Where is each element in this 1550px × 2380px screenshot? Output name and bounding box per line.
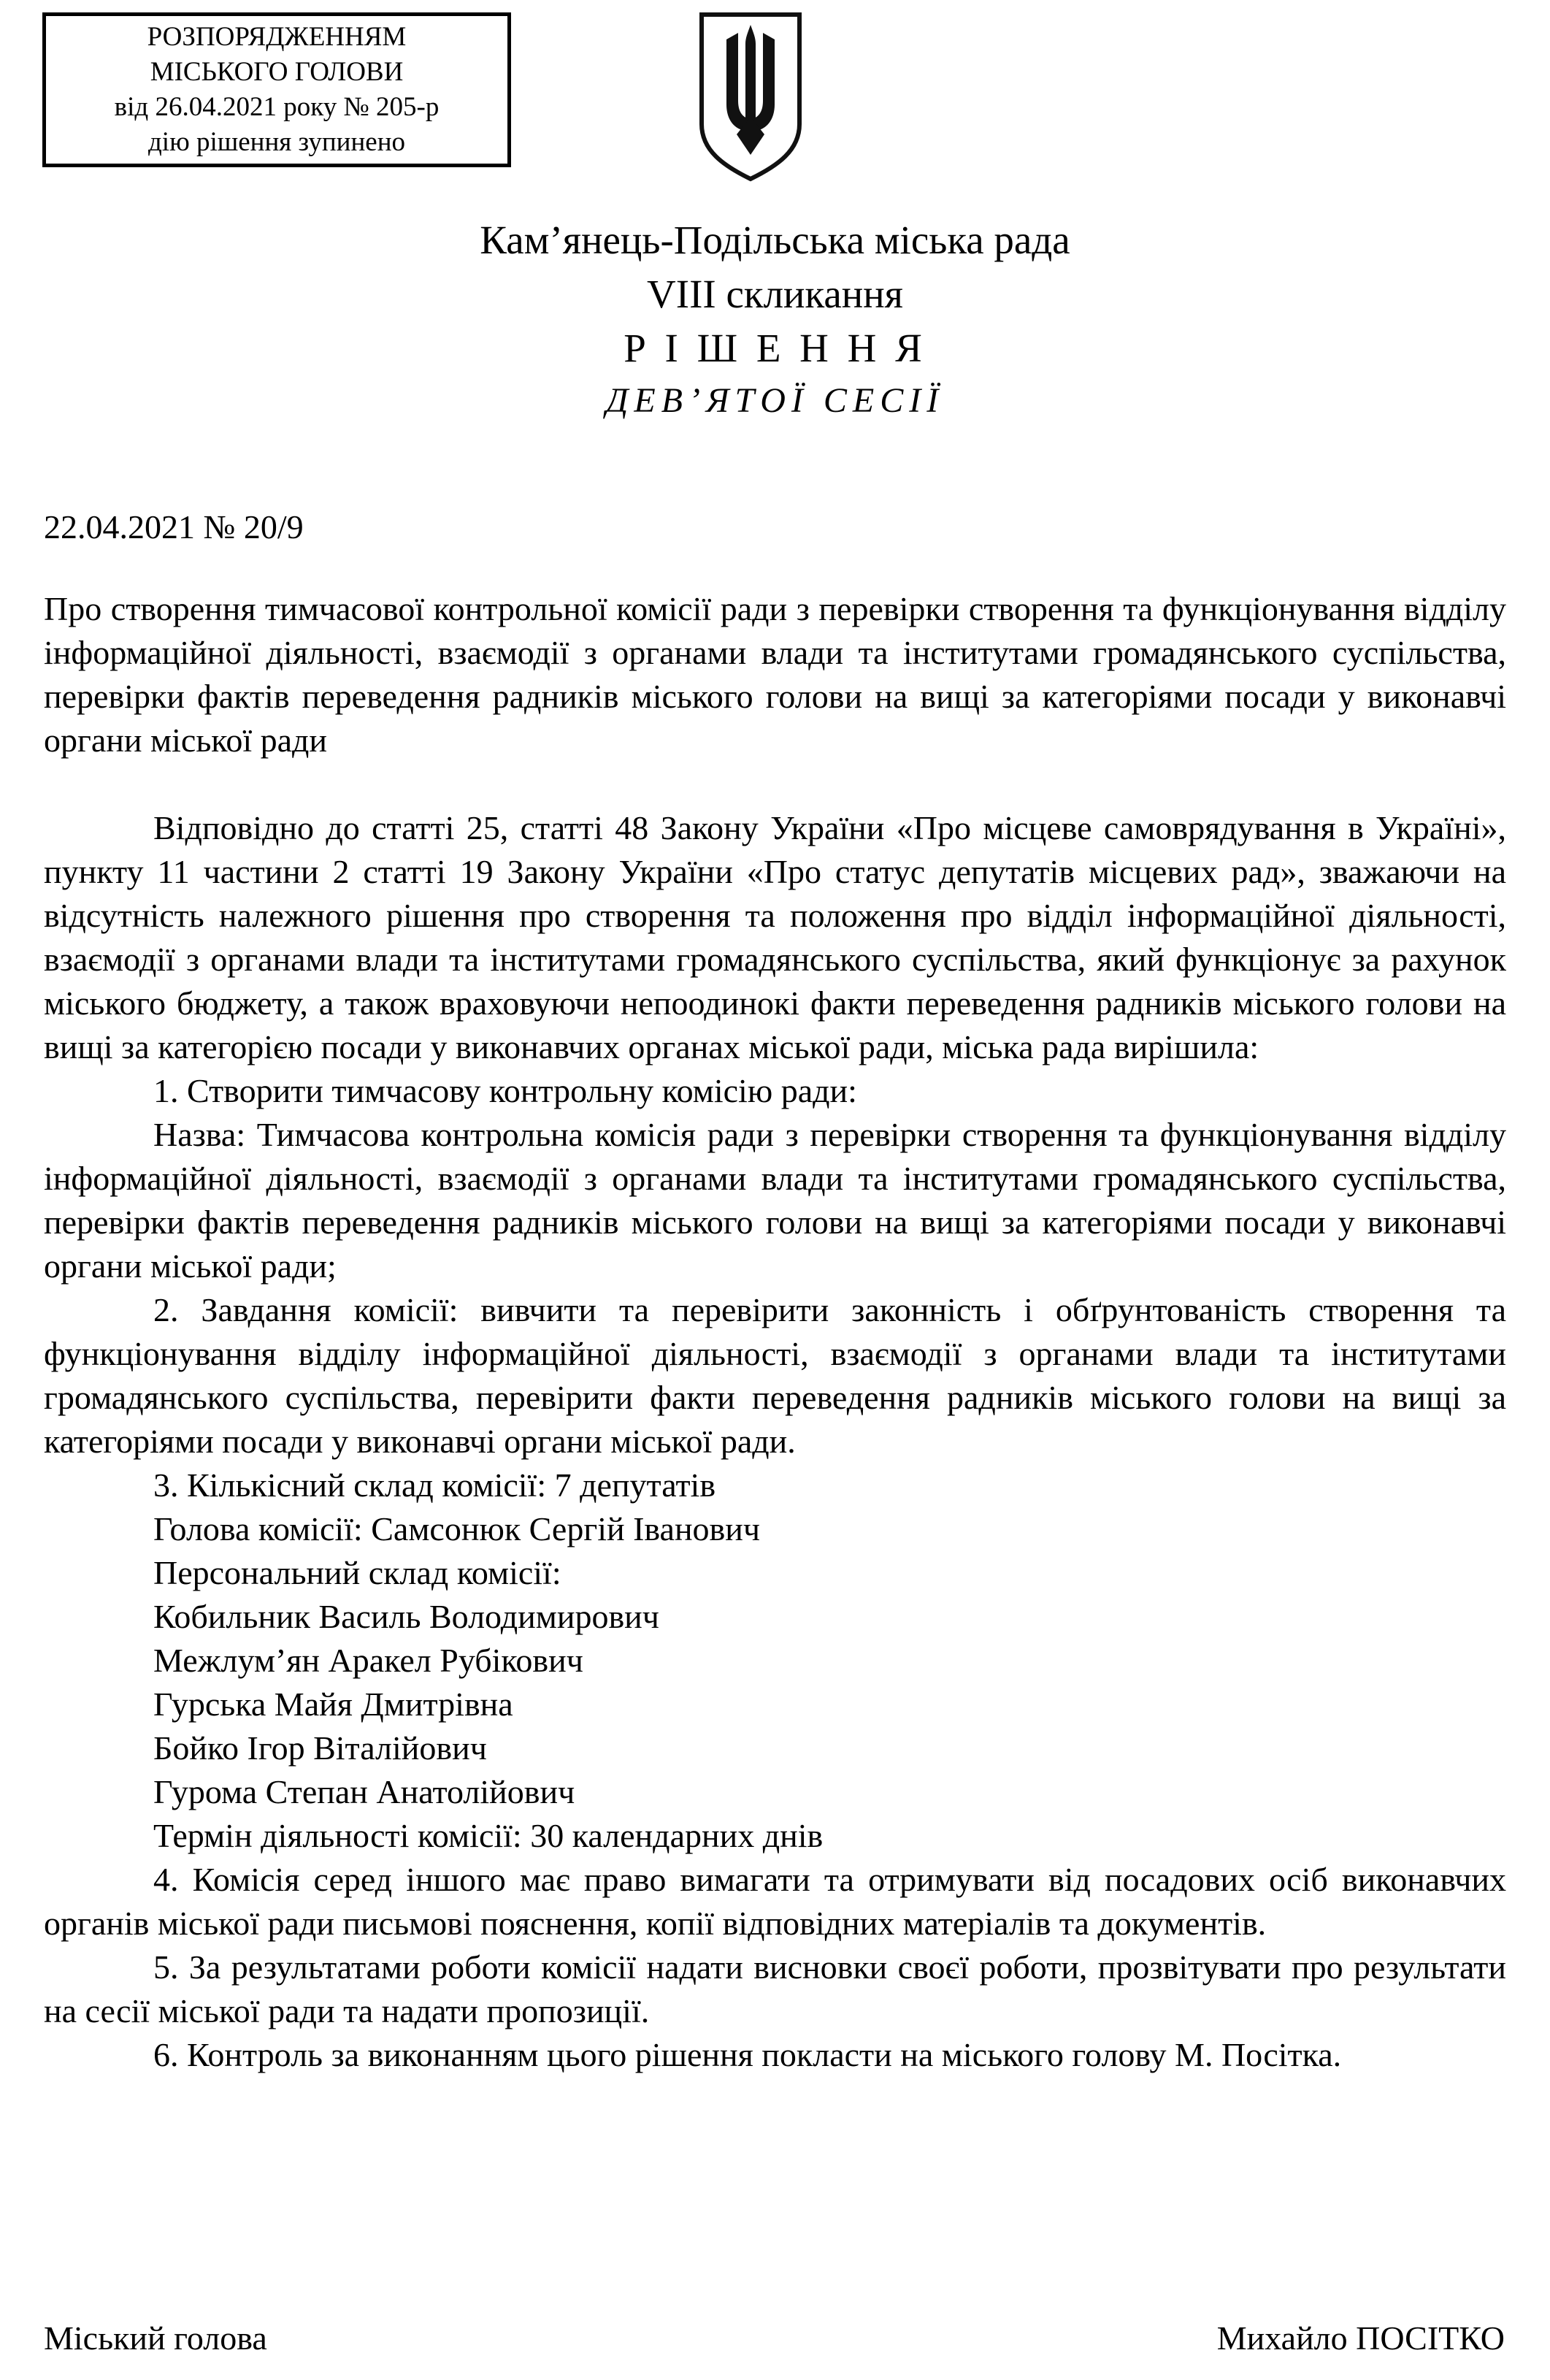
member-boiko: Бойко Ігор Віталійович	[153, 1729, 487, 1767]
suspension-stamp-box	[42, 12, 511, 167]
item-4-commission-rights: 4. Комісія серед іншого має право вимагати та отримувати від посадових осіб виконавчих органів міської ради письмові пояснення, копії відповідних матеріалів та документів.	[44, 1861, 1506, 1942]
member-hurska: Гурська Майя Дмитрівна	[153, 1685, 513, 1723]
member-huroma: Гурома Степан Анатолійович	[153, 1773, 575, 1810]
subject-paragraph: Про створення тимчасової контрольної комісії ради з перевірки створення та функціонування відділу інформаційної діяльності, взаємодії з органами влади та інститутами громадянського суспільства, перевірки фактів переведення радників міського голови на вищі за категоріями посади у виконавчі органи міської ради	[44, 590, 1506, 759]
council-name: Кам’янець-Подільська міська рада	[480, 218, 1070, 262]
date-and-number: 22.04.2021 № 20/9	[44, 508, 304, 546]
signature-name: Михайло ПОСІТКО	[1216, 2319, 1505, 2357]
preamble-paragraph: Відповідно до статті 25, статті 48 Закону України «Про місцеве самоврядування в Україні», пункту 11 частини 2 статті 19 Закону України «Про статус депутатів місцевих рад», зважаючи на відсутність належного рішення про створення та положення про відділ інформаційної діяльності, взаємодії з органами влади та інститутами громадянського суспільства, який функціонує за рахунок міського бюджету, а також враховуючи непоодинокі факти переведення радників міського голови на вищі за категорією посади у виконавчих органах міської ради, міська рада вирішила:	[44, 809, 1506, 1065]
document-type-label: Р І Ш Е Н Н Я	[624, 326, 926, 370]
stamp-line-1: РОЗПОРЯДЖЕННЯМ	[147, 22, 407, 52]
stamp-line-2: МІСЬКОГО ГОЛОВИ	[150, 57, 404, 87]
stamp-line-4: дію рішення зупинено	[147, 127, 406, 157]
signature-title: Міський голова	[44, 2319, 267, 2357]
stamp-line-3: від 26.04.2021 року № 205-р	[114, 92, 440, 122]
item-2-commission-tasks: 2. Завдання комісії: вивчити та перевірити законність і обґрунтованість створення та функціонування відділу інформаційної діяльності, взаємодії з органами влади та інститутами громадянського суспільства, перевірити факти переведення радників міського голови на вищі за категоріями посади у виконавчі органи міської ради.	[44, 1291, 1506, 1460]
item-5-report-results: 5. За результатами роботи комісії надати висновки своєї роботи, прозвітувати про результати на сесії міської ради та надати пропозиції.	[44, 1948, 1506, 2029]
commission-term-line: Термін діяльності комісії: 30 календарних днів	[153, 1817, 824, 1854]
member-mezhlumian: Межлум’ян Аракел Рубікович	[153, 1642, 583, 1679]
signature-row	[44, 2316, 1505, 2360]
item-3-commission-size: 3. Кількісний склад комісії: 7 депутатів	[153, 1466, 716, 1504]
item-6-control: 6. Контроль за виконанням цього рішення покласти на міського голову М. Посітка.	[153, 2036, 1342, 2073]
commission-name-paragraph: Назва: Тимчасова контрольна комісія ради з перевірки створення та функціонування відділу інформаційної діяльності, взаємодії з органами влади та інститутами громадянського суспільства, перевірки фактів переведення радників міського голови на вищі за категоріями посади у виконавчі органи міської ради;	[44, 1116, 1506, 1285]
member-kobylnyk: Кобильник Василь Володимирович	[153, 1598, 659, 1635]
commission-head-line: Голова комісії: Самсонюк Сергій Іванович	[153, 1510, 761, 1547]
personal-composition-label: Персональний склад комісії:	[153, 1554, 561, 1591]
ukraine-trident-emblem-icon	[696, 9, 805, 184]
convocation-label: VIII скликання	[647, 272, 903, 316]
item-1-create-commission: 1. Створити тимчасову контрольну комісію ради:	[153, 1072, 857, 1109]
session-label: ДЕВ’ЯТОЇ СЕСІЇ	[605, 381, 945, 420]
